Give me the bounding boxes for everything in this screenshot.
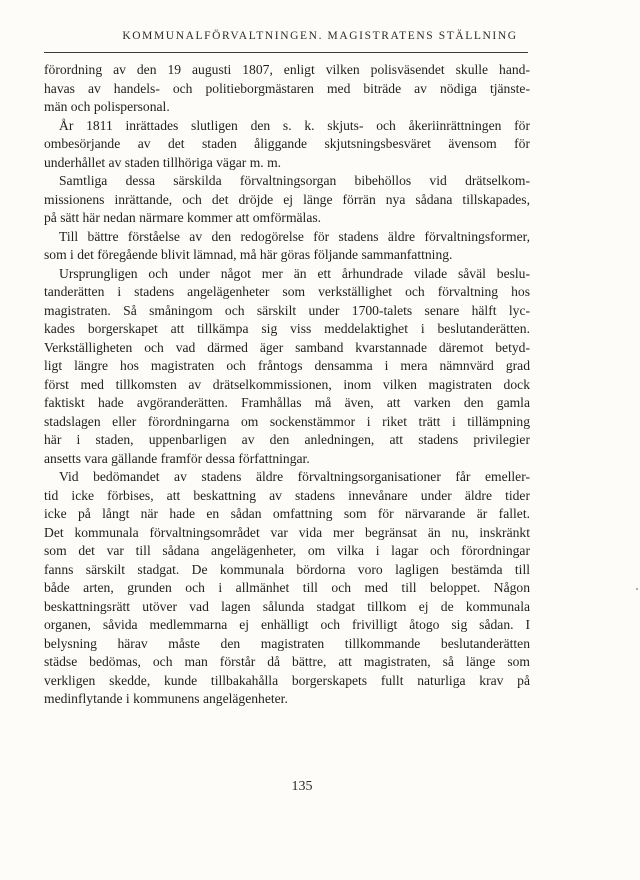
margin-speck [636, 588, 638, 590]
text-line: Till bättre förståelse av den redogörelse för stadens äldre förvaltningsformer, [59, 228, 530, 244]
text-line: på sätt här nedan närmare kommer att omförmälas. [44, 210, 322, 225]
text-line: tid icke förbises, att beskattning av stadens innevånare under äldre tider [44, 487, 530, 503]
text-line: män och polispersonal. [44, 99, 170, 114]
text-line: beskattningsrätt utöver vad lagen sålunda stadgat tillkom ej de kommunala [44, 598, 530, 614]
header-rule [44, 52, 528, 53]
page-number: 135 [291, 779, 313, 794]
text-line: missionens inrättande, och det dröjde ej länge förrän nya sådana tillskapades, [44, 191, 530, 207]
running-header: KOMMUNALFÖRVALTNINGEN. MAGISTRATENS STÄLLNING [122, 30, 518, 42]
text-line: städse bedömas, och man förstår då bättre, att magistraten, så länge som [44, 654, 530, 669]
text-line: ansetts vara gällande framför dessa författningar. [44, 450, 310, 466]
text-line: som det var till sådana angelägenheter, om vilka i lagar och förordningar [44, 543, 530, 558]
text-line: ligt längre hos magistraten och fråntogs densamma i mera nämnvärd grad [44, 358, 530, 373]
text-line: förordning av den 19 augusti 1807, enligt vilken polisväsendet skulle hand- [44, 62, 530, 77]
text-line: faktiskt hade avgöranderätten. Framhållas må även, att varken den gamla [44, 395, 530, 410]
text-line: först med tillkomsten av drätselkommissionen, inom vilken magistraten dock [44, 376, 530, 392]
text-line: här i staden, uppenbarligen av den anledningen, att stadens privilegier [44, 432, 530, 447]
text-line: organen, såvida medlemmarna ej enhälligt och frivilligt åtogo sig sådan. I [44, 617, 530, 632]
text-line: havas av handels- och politieborgmästaren med biträde av nödiga tjänste- [44, 80, 530, 96]
text-line: magistraten. Så småningom och särskilt under 1700-talets senare hälft lyc- [44, 302, 530, 318]
text-line: både arten, grunden och i allmänhet till och med till beloppet. Någon [44, 580, 530, 595]
text-line: Vid bedömandet av stadens äldre förvaltningsorganisationer får emeller- [59, 469, 530, 484]
text-line: År 1811 inrättades slutligen den s. k. skjuts- och åkeriinrättningen för [59, 117, 530, 133]
text-line: underhållet av staden tillhöriga vägar m. m. [44, 154, 282, 170]
text-line: stadslagen eller förordningarna om sockenstämmor i riket trätt i tillämpning [44, 413, 530, 429]
text-line: medinflytande i kommunens angelägenheter. [44, 691, 288, 706]
text-line: fanns särskilt stadgat. De kommunala bördorna voro lagligen bestämda till [44, 561, 530, 577]
text-line: ombesörjande av det staden åliggande skjutsningsbesväret ävensom för [44, 136, 530, 151]
text-line: Det kommunala förvaltningsområdet var vida mer begränsat än nu, inskränkt [44, 524, 530, 540]
text-line: Ursprungligen och under något mer än ett århundrade vilade såväl beslu- [59, 265, 530, 281]
body-text [44, 61, 530, 709]
text-line: verkligen skedde, kunde tillbakahålla borgerskapets fullt naturliga krav på [44, 672, 530, 688]
text-line: icke på långt när hade en sådan omfattning som för närvarande är fallet. [44, 506, 530, 521]
text-line: som i det föregående blivit lämnad, må här göras följande sammanfattning. [44, 247, 453, 262]
text-line: Verkställigheten och vad därmed äger samband kvarstannade däremot betyd- [44, 339, 530, 355]
text-line: tanderätten i stadens angelägenheter som verkställighet och förvaltning hos [44, 284, 530, 299]
text-line: kades borgerskapet att tillkämpa sig viss meddelaktighet i beslutanderätten. [44, 321, 530, 336]
text-line: Samtliga dessa särskilda förvaltningsorgan bibehöllos vid drätselkom- [59, 173, 530, 188]
text-line: belysning härav måste den magistraten tillkommande beslutanderätten [44, 635, 530, 651]
